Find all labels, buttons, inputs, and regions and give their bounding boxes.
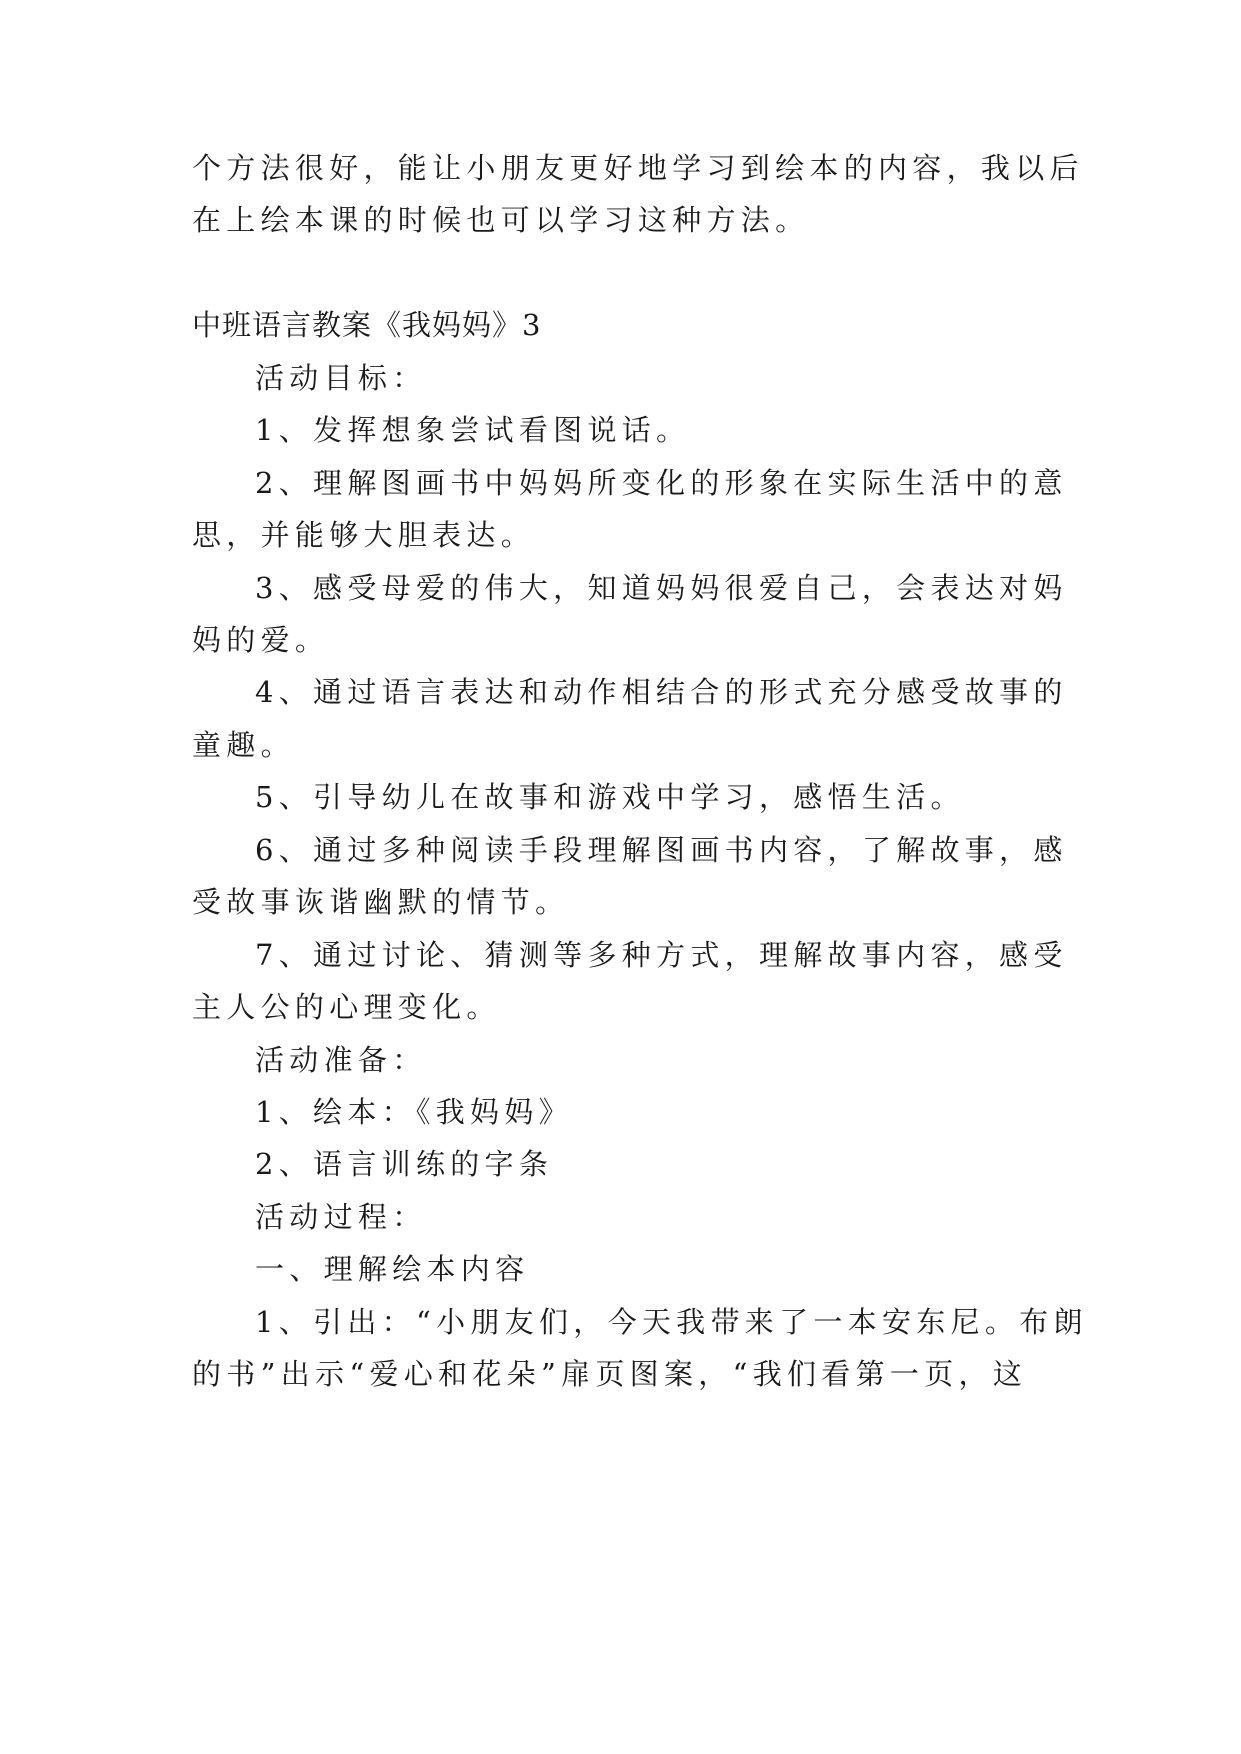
- section-heading: 活动准备：: [255, 1043, 427, 1077]
- list-item: 1、引出：“小朋友们，今天我带来了一本安东尼。布朗: [255, 1305, 1088, 1339]
- list-item-continuation: 妈的爱。: [192, 623, 330, 657]
- list-item-continuation: 主人公的心理变化。: [192, 990, 501, 1024]
- sub-heading: 一、理解绘本内容: [255, 1252, 530, 1286]
- list-item: 3、感受母爱的伟大，知道妈妈很爱自己，会表达对妈: [255, 571, 1068, 605]
- paragraph-line: 在上绘本课的时候也可以学习这种方法。: [192, 203, 810, 237]
- section-heading: 活动过程：: [255, 1200, 427, 1234]
- list-item: 1、绘本：《我妈妈》: [255, 1095, 573, 1129]
- list-item: 2、理解图画书中妈妈所变化的形象在实际生活中的意: [255, 466, 1068, 500]
- list-item-continuation: 童趣。: [192, 728, 295, 762]
- list-item: 7、通过讨论、猜测等多种方式，理解故事内容，感受: [255, 938, 1068, 972]
- section-heading: 活动目标：: [255, 361, 427, 395]
- list-item-continuation: 受故事诙谐幽默的情节。: [192, 885, 570, 919]
- list-item-continuation: 思，并能够大胆表达。: [192, 518, 536, 552]
- list-item: 5、引导幼儿在故事和游戏中学习，感悟生活。: [255, 780, 965, 814]
- section-title: 中班语言教案《我妈妈》3: [192, 308, 542, 342]
- list-item: 4、通过语言表达和动作相结合的形式充分感受故事的: [255, 675, 1068, 709]
- list-item-continuation: 的书”出示“爱心和花朵”扉页图案，“我们看第一页，这: [192, 1357, 1028, 1391]
- list-item: 1、发挥想象尝试看图说话。: [255, 413, 691, 447]
- list-item: 6、通过多种阅读手段理解图画书内容，了解故事，感: [255, 833, 1068, 867]
- list-item: 2、语言训练的字条: [255, 1147, 554, 1181]
- paragraph-line: 个方法很好，能让小朋友更好地学习到绘本的内容，我以后: [192, 151, 1084, 185]
